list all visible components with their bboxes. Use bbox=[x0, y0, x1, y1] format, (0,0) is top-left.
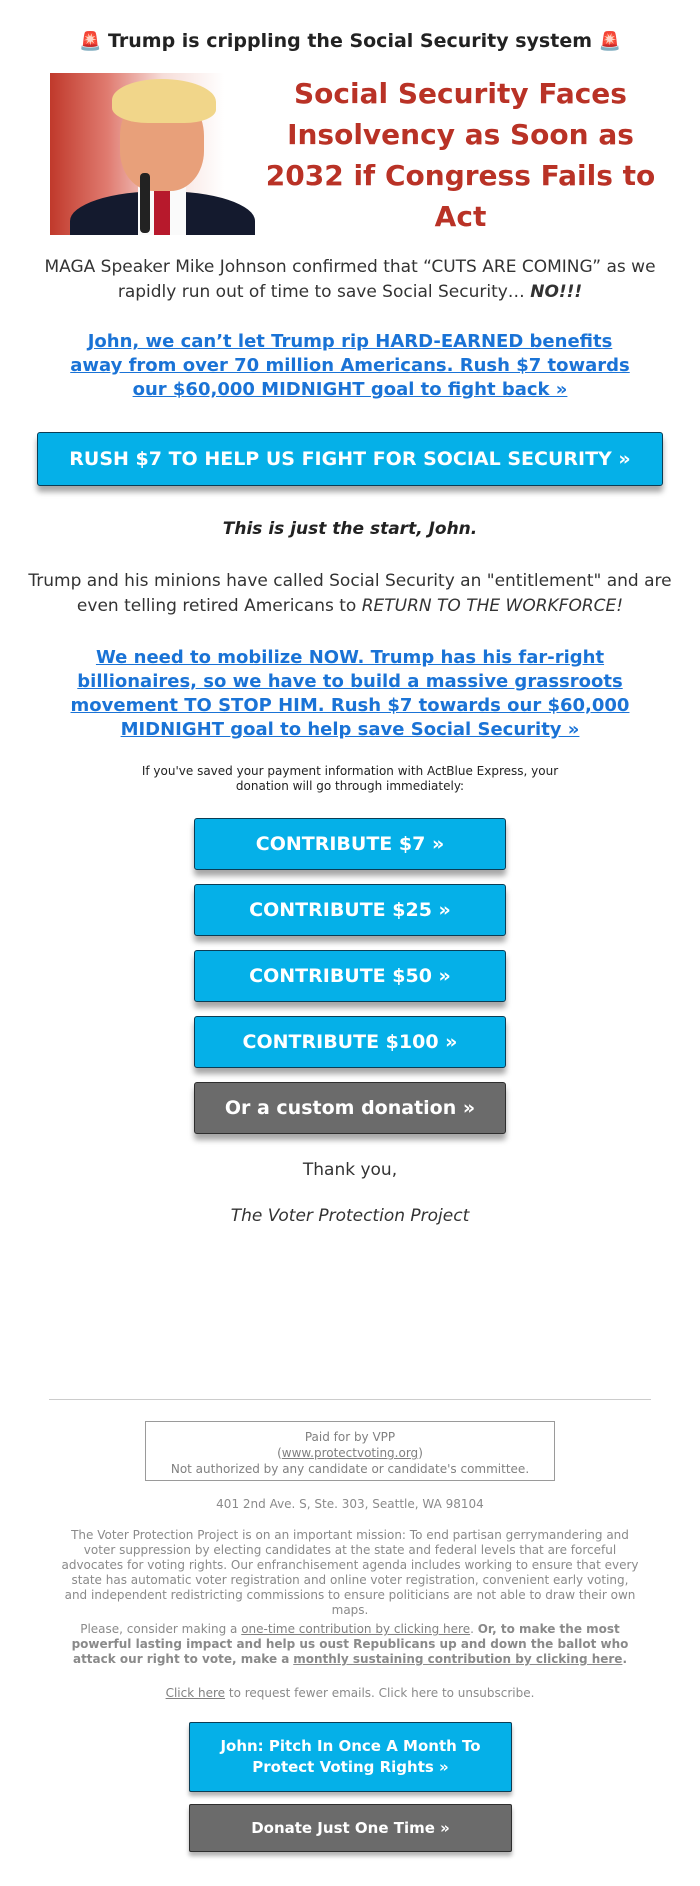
contribute-50-button[interactable]: CONTRIBUTE $50 » bbox=[194, 950, 506, 1002]
alert-text: Trump is crippling the Social Security system bbox=[108, 30, 592, 52]
consider-bold-text: Or, to make the most powerful lasting impact and help us oust Republicans up and down the ballot who attack our right to vote, make a bbox=[71, 1622, 629, 1666]
para2-emphasis: RETURN TO THE WORKFORCE! bbox=[361, 596, 624, 616]
monthly-link[interactable]: monthly sustaining contribution by clicking here bbox=[293, 1652, 623, 1666]
intro-emphasis: NO!!! bbox=[530, 282, 583, 302]
intro-paragraph bbox=[30, 255, 670, 305]
protectvoting-link[interactable]: www.protectvoting.org bbox=[281, 1446, 419, 1460]
one-time-donation-button[interactable]: Donate Just One Time » bbox=[189, 1804, 512, 1852]
custom-donation-button[interactable]: Or a custom donation » bbox=[194, 1082, 506, 1134]
hero-banner[interactable] bbox=[50, 73, 660, 235]
footer-divider bbox=[49, 1399, 651, 1400]
paid-for-box bbox=[145, 1421, 555, 1481]
org-signature: The Voter Protection Project bbox=[230, 1206, 470, 1226]
trump-photo bbox=[50, 73, 255, 235]
mailing-address: 401 2nd Ave. S, Ste. 303, Seattle, WA 98104 bbox=[216, 1497, 484, 1511]
consider-prefix: Please, consider making a bbox=[80, 1622, 238, 1636]
contribution-options: Please, consider making a one-time contribution by clicking here. Or, to make the most powerful lasting impact and help us oust Republicans up and down the ballot who attack our right to vote, make a monthly sustaining contribution by clicking here. bbox=[71, 1622, 629, 1666]
alert-bar bbox=[0, 0, 700, 58]
contribute-buttons bbox=[0, 818, 700, 1134]
express-note-text: If you've saved your payment information with ActBlue Express, your donation will go through immediately: bbox=[141, 764, 559, 793]
unsubscribe-text[interactable]: to request fewer emails. Click here to unsubscribe. bbox=[228, 1686, 535, 1700]
siren-icon: 🚨 bbox=[598, 31, 622, 52]
appeal-link-1[interactable]: John, we can’t let Trump rip HARD-EARNED benefits away from over 70 million Americans. Rush $7 towards our $60,000 MIDNIGHT goal to fight back » bbox=[70, 331, 630, 400]
paid-link-line: (www.protectvoting.org) bbox=[277, 1446, 423, 1460]
appeal-link-2[interactable]: We need to mobilize NOW. Trump has his far-right billionaires, so we have to build a massive grassroots movement TO STOP HIM. Rush $7 towards our $60,000 MIDNIGHT goal to help save Social Security » bbox=[70, 647, 630, 740]
contribute-100-button[interactable]: CONTRIBUTE $100 » bbox=[194, 1016, 506, 1068]
unsubscribe-line bbox=[0, 1686, 700, 1701]
para2-text: Trump and his minions have called Social Security an "entitlement" and are even telling retired Americans to bbox=[28, 571, 672, 616]
monthly-donation-button[interactable]: John: Pitch In Once A Month To Protect Voting Rights » bbox=[189, 1722, 512, 1792]
contribute-7-button[interactable]: CONTRIBUTE $7 » bbox=[194, 818, 506, 870]
just-start-text: This is just the start, John. bbox=[222, 519, 478, 539]
paid-for-text: Paid for by VPP bbox=[304, 1430, 396, 1444]
thanks-text: Thank you, bbox=[302, 1160, 398, 1180]
mission-statement: The Voter Protection Project is on an important mission: To end partisan gerrymandering and voter suppression by electing candidates at the state and federal levels that are forceful advocates for voting rights. Our enfranchisement agenda includes working to ensure that every state has automatic voter registration and online voter registration, convenient early voting, and independent redistricting commissions to ensure politicians are not able to draw their own maps. bbox=[61, 1528, 639, 1617]
fewer-emails-link[interactable]: Click here bbox=[165, 1686, 226, 1700]
siren-icon: 🚨 bbox=[78, 31, 102, 52]
entitlement-paragraph bbox=[28, 569, 672, 619]
hero-headline: Social Security Faces Insolvency as Soon as 2032 if Congress Fails to Act bbox=[265, 77, 656, 233]
not-authorized-text: Not authorized by any candidate or candidate's committee. bbox=[170, 1462, 530, 1476]
express-note bbox=[0, 764, 700, 794]
rush-donate-button[interactable]: RUSH $7 TO HELP US FIGHT FOR SOCIAL SECURITY » bbox=[37, 432, 663, 486]
intro-text: MAGA Speaker Mike Johnson confirmed that “CUTS ARE COMING” as we rapidly run out of time to save Social Security… bbox=[44, 257, 656, 302]
contribute-25-button[interactable]: CONTRIBUTE $25 » bbox=[194, 884, 506, 936]
one-time-link[interactable]: one-time contribution by clicking here bbox=[241, 1622, 471, 1636]
